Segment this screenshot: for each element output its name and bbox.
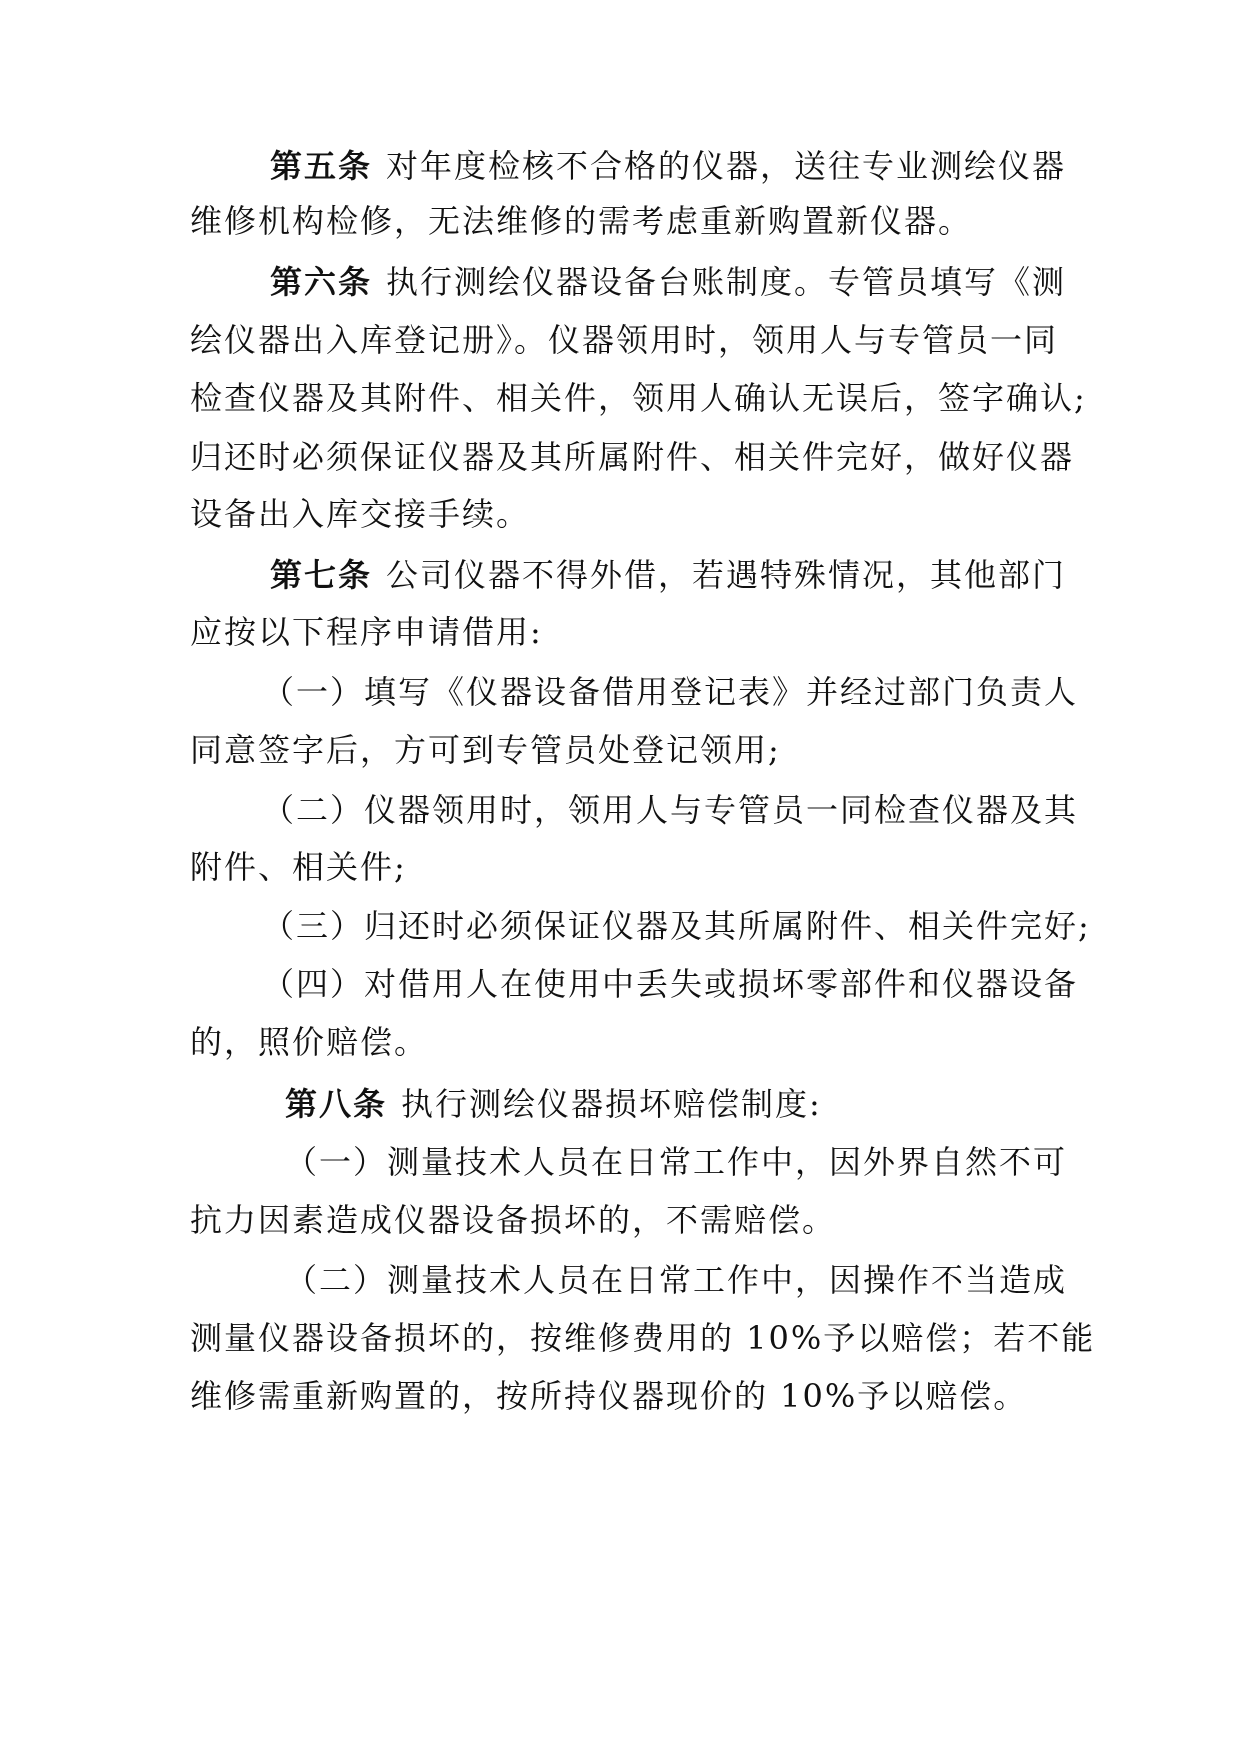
article-7-heading: 第七条 bbox=[270, 556, 373, 594]
article-5-line-1 bbox=[270, 146, 1067, 186]
article-6-text: 执行测绘仪器设备台账制度。专管员填写《测 bbox=[386, 263, 1067, 301]
article-6-line-2: 绘仪器出入库登记册》。仪器领用时，领用人与专管员一同 bbox=[190, 321, 1059, 359]
article-7-line-2: 应按以下程序申请借用: bbox=[190, 613, 543, 651]
article-8-item-1-line-2: 抗力因素造成仪器设备损坏的，不需赔偿。 bbox=[190, 1201, 837, 1239]
article-7-item-4-line-1: （四）对借用人在使用中丢失或损坏零部件和仪器设备 bbox=[262, 965, 1079, 1003]
article-6-line-5: 设备出入库交接手续。 bbox=[190, 495, 531, 533]
article-6-line-3: 检查仪器及其附件、相关件，领用人确认无误后，签字确认; bbox=[190, 379, 1087, 417]
article-7-line-1 bbox=[270, 555, 1067, 595]
article-5-line-2: 维修机构检修，无法维修的需考虑重新购置新仪器。 bbox=[190, 202, 973, 240]
article-8-heading: 第八条 bbox=[285, 1085, 388, 1123]
article-8-item-2-line-3: 维修需重新购置的，按所持仪器现价的 10%予以赔偿。 bbox=[190, 1377, 1028, 1415]
article-8-item-1-line-1: （一）测量技术人员在日常工作中，因外界自然不可 bbox=[285, 1143, 1068, 1181]
article-8-item-2-line-2: 测量仪器设备损坏的，按维修费用的 10%予以赔偿；若不能 bbox=[190, 1319, 1096, 1357]
article-8-line-1 bbox=[285, 1084, 1050, 1124]
article-7-item-3-line-1: （三）归还时必须保证仪器及其所属附件、相关件完好; bbox=[262, 907, 1091, 945]
article-5-heading: 第五条 bbox=[270, 147, 373, 185]
article-6-line-4: 归还时必须保证仪器及其所属附件、相关件完好，做好仪器 bbox=[190, 438, 1075, 476]
article-6-heading: 第六条 bbox=[270, 263, 373, 301]
article-7-item-4-line-2: 的，照价赔偿。 bbox=[190, 1023, 429, 1061]
article-8-text: 执行测绘仪器损坏赔偿制度: bbox=[401, 1085, 822, 1123]
article-6-line-1 bbox=[270, 262, 1067, 302]
article-7-item-1-line-1: （一）填写《仪器设备借用登记表》并经过部门负责人 bbox=[262, 673, 1079, 711]
article-7-item-2-line-1: （二）仪器领用时，领用人与专管员一同检查仪器及其 bbox=[262, 791, 1079, 829]
article-7-item-1-line-2: 同意签字后，方可到专管员处登记领用; bbox=[190, 731, 781, 769]
article-5-text: 对年度检核不合格的仪器，送往专业测绘仪器 bbox=[386, 147, 1067, 185]
article-7-item-2-line-2: 附件、相关件; bbox=[190, 848, 407, 886]
article-8-item-2-line-1: （二）测量技术人员在日常工作中，因操作不当造成 bbox=[285, 1261, 1068, 1299]
article-7-text: 公司仪器不得外借，若遇特殊情况，其他部门 bbox=[386, 556, 1067, 594]
